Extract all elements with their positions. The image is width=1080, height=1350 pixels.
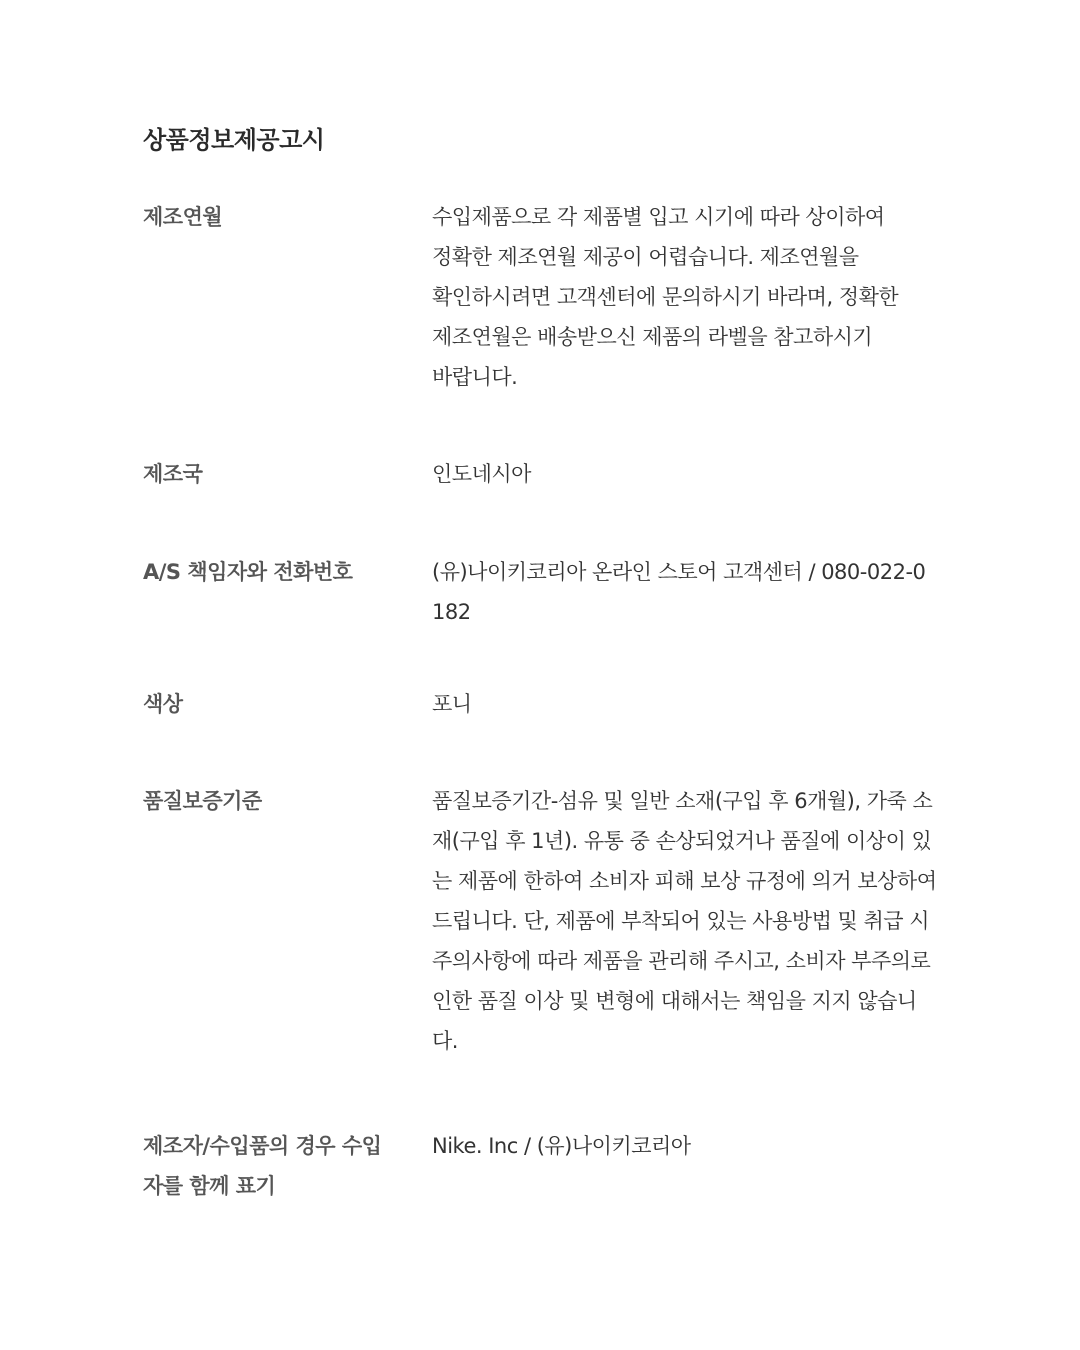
info-label: 제조연월 — [143, 205, 223, 229]
info-value: 인도네시아 — [432, 462, 531, 486]
info-value: Nike. Inc / (유)나이키코리아 — [432, 1134, 691, 1158]
info-label: 품질보증기준 — [143, 789, 262, 813]
info-label: 제조국 — [143, 462, 203, 486]
page-title: 상품정보제공고시 — [143, 126, 325, 154]
info-label: 제조자/수입품의 경우 수입자를 함께 표기 — [143, 1134, 382, 1198]
info-value: 수입제품으로 각 제품별 입고 시기에 따라 상이하여 정확한 제조연월 제공이 어렵습니다. 제조연월을 확인하시려면 고객센터에 문의하시기 바라며, 정확한 제조연월은 배송받으신 제품의 라벨을 참고하시기 바랍니다. — [432, 205, 899, 389]
info-value: (유)나이키코리아 온라인 스토어 고객센터 / 080-022-0182 — [432, 560, 926, 624]
info-label: A/S 책임자와 전화번호 — [143, 560, 353, 584]
info-value: 포니 — [432, 692, 472, 716]
info-value: 품질보증기간-섬유 및 일반 소재(구입 후 6개월), 가죽 소재(구입 후 1년). 유통 중 손상되었거나 품질에 이상이 있는 제품에 한하여 소비자 피해 보상 규정에 의거 보상하여 드립니다. 단, 제품에 부착되어 있는 사용방법 및 취급 시 주의사항에 따라 제품을 관리해 주시고, 소비자 부주의로 인한 품질 이상 및 변형에 대해서는 책임을 지지 않습니다. — [432, 789, 937, 1053]
info-label: 색상 — [143, 692, 183, 716]
